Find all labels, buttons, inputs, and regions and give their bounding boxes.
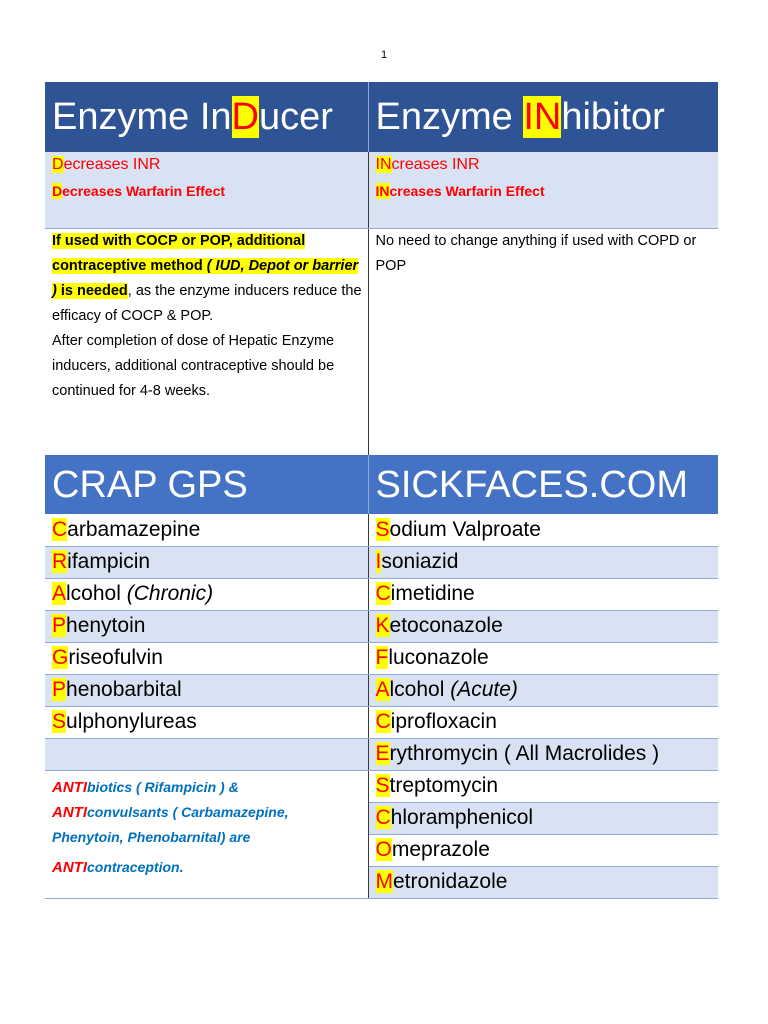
inhibitor-drug: Metronidazole (368, 866, 718, 898)
mnemonic-initial: M (375, 870, 393, 893)
mnemonic-initial: I (375, 550, 382, 573)
mnemonic-initial: P (52, 614, 67, 637)
table-row (45, 674, 718, 706)
inhibitor-drug: Isoniazid (368, 546, 718, 578)
inducer-drug: Phenobarbital (45, 674, 368, 706)
inducer-title: Enzyme InDucer (45, 82, 368, 152)
inhibitor-mnemonic: SICKFACES.COM (368, 455, 718, 514)
inducer-drug: Griseofulvin (45, 642, 368, 674)
inhibitor-contraception-advice: No need to change anything if used with COPD or POP (375, 232, 697, 274)
inhibitor-drug: Chloramphenicol (368, 802, 718, 834)
inhibitor-drug: Fluconazole (368, 642, 718, 674)
inhibitor-drug: Streptomycin (368, 770, 718, 802)
inhibitor-drug: Erythromycin ( All Macrolides ) (368, 738, 718, 770)
inducer-drug: Rifampicin (45, 546, 368, 578)
table-row (45, 642, 718, 674)
table-row (45, 706, 718, 738)
table-row (45, 578, 718, 610)
inducer-drug: Alcohol (Chronic) (45, 578, 368, 610)
inhibitor-drug: Sodium Valproate (368, 514, 718, 546)
mnemonic-initial: A (52, 582, 67, 605)
inhibitor-drug: Ketoconazole (368, 610, 718, 642)
inhibitor-drug: Alcohol (Acute) (368, 674, 718, 706)
inhibitor-drug: Ciprofloxacin (368, 706, 718, 738)
inhibitor-title-highlight: IN (523, 96, 562, 138)
page-number: 1 (380, 49, 388, 61)
note-line: ANTIcontraception. (52, 858, 184, 876)
warfarin-line: Decreases Warfarin Effect (52, 183, 226, 199)
table-row (45, 770, 718, 802)
table-row (45, 738, 718, 770)
mnemonic-initial: S (375, 774, 390, 797)
mnemonic-initial: K (375, 614, 390, 637)
inducer-title-highlight: D (231, 96, 259, 138)
note-line: ANTIconvulsants ( Carbamazepine, Phenytoin, Phenobarnital) are (52, 803, 289, 845)
mnemonic-initial: S (375, 517, 390, 541)
inducer-drug: Phenytoin (45, 610, 368, 642)
table-row (45, 610, 718, 642)
contraception-warning: If used with COCP or POP, additional contraceptive method ( IUD, Depot or barrier ) is needed, as the enzyme inducers reduce the efficacy of COCP & POP. (52, 232, 362, 324)
note-line: ANTIbiotics ( Rifampicin ) & (52, 778, 239, 796)
drug-qualifier: (Chronic) (126, 582, 214, 605)
mnemonic-initial: E (375, 742, 390, 765)
mnemonic-initial: P (52, 678, 67, 701)
inr-line: Decreases INR (52, 156, 161, 173)
mnemonic-initial: R (52, 550, 68, 573)
inducer-drug: Sulphonylureas (45, 706, 368, 738)
mnemonic-initial: C (375, 582, 391, 605)
contraception-follow-up: After completion of dose of Hepatic Enzyme inducers, additional contraceptive should be continued for 4-8 weeks. (52, 332, 335, 399)
inhibitor-title: Enzyme INhibitor (368, 82, 718, 152)
inhibitor-drug: Cimetidine (368, 578, 718, 610)
inducer-drug: Carbamazepine (45, 514, 368, 546)
mnemonic-initial: A (375, 678, 390, 701)
inducer-contraception-advice (45, 228, 368, 455)
table-row (45, 546, 718, 578)
title-row (45, 82, 718, 152)
warfarin-line: INcreases Warfarin Effect (375, 183, 545, 199)
empty-cell (45, 738, 368, 770)
mnemonic-initial: C (375, 710, 391, 733)
enzyme-comparison-table (45, 82, 718, 899)
mnemonic-initial: F (375, 646, 389, 669)
mnemonic-initial: C (52, 517, 68, 541)
inducer-mnemonic: CRAP GPS (45, 455, 368, 514)
mnemonic-initial: C (375, 806, 391, 829)
mnemonic-initial: G (52, 646, 69, 669)
anti-contraception-note (45, 770, 368, 898)
inhibitor-inr-effect (368, 152, 718, 228)
mnemonic-row (45, 455, 718, 514)
inhibitor-drug: Omeprazole (368, 834, 718, 866)
inr-effect-row (45, 152, 718, 228)
table-row (45, 514, 718, 546)
inr-line: INcreases INR (375, 156, 480, 173)
mnemonic-initial: O (375, 838, 392, 861)
contraception-row (45, 228, 718, 455)
drug-qualifier: (Acute) (450, 678, 518, 701)
inducer-inr-effect (45, 152, 368, 228)
mnemonic-initial: S (52, 710, 67, 733)
